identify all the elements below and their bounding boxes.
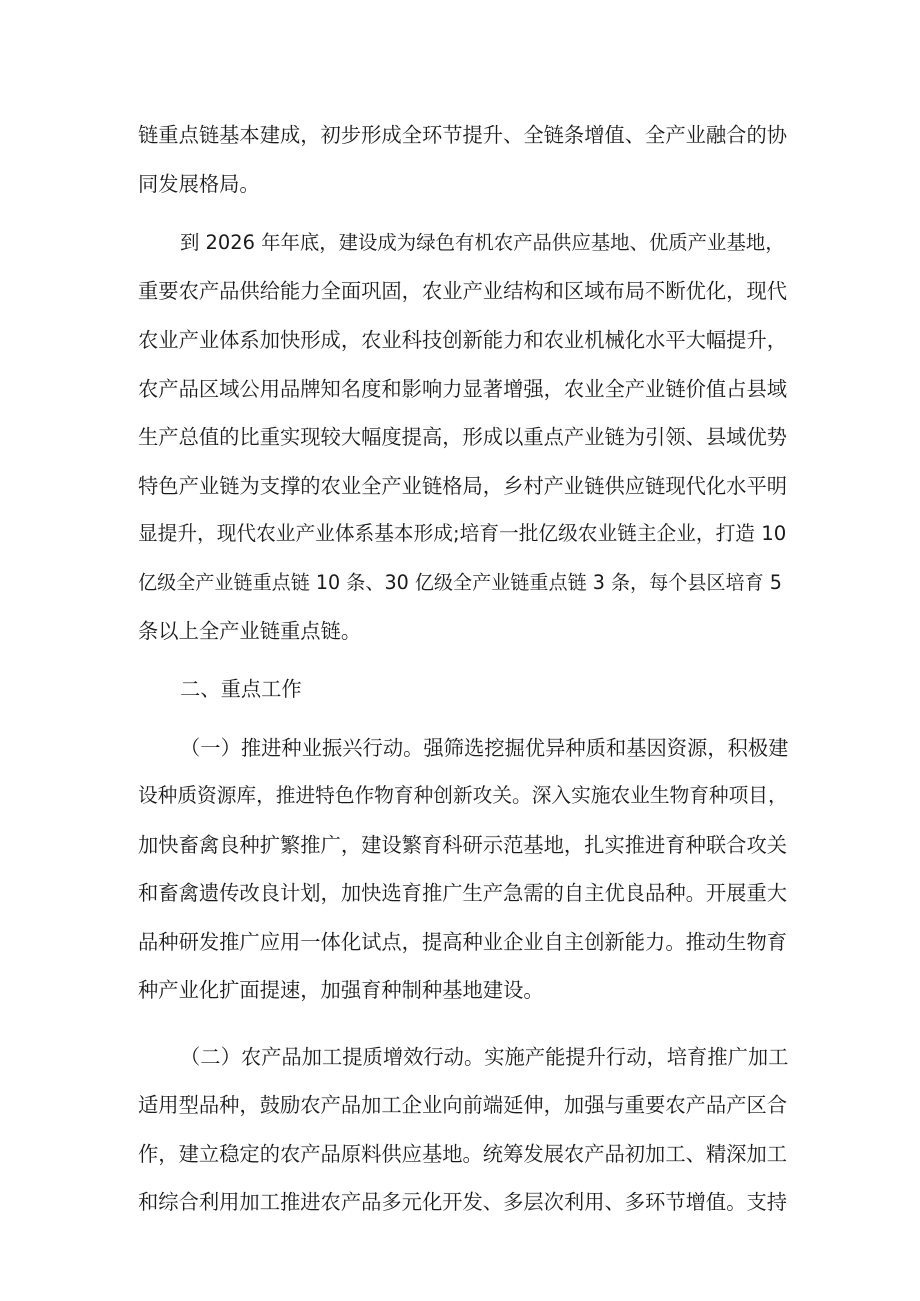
- body-text-line: 作，建立稳定的农产品原料供应基地。统筹发展农产品初加工、精深加工: [138, 1142, 788, 1166]
- body-text-line: 适用型品种，鼓励农产品加工企业向前端延伸，加强与重要农产品产区合: [138, 1093, 788, 1117]
- body-text-line: 亿级全产业链重点链 10 条、30 亿级全产业链重点链 3 条，每个县区培育 5: [138, 571, 782, 594]
- section-heading: 二、重点工作: [180, 677, 302, 701]
- body-text-line: 种产业化扩面提速，加强育种制种基地建设。: [138, 978, 544, 1002]
- body-text-line: （一）推进种业振兴行动。强筛选挖掘优异种质和基因资源，积极建: [180, 736, 789, 760]
- body-text-line: 设种质资源库，推进特色作物育种创新攻关。深入实施农业生物育种项目，: [138, 784, 788, 807]
- body-text-line: 和畜禽遗传改良计划，加快选育推广生产急需的自主优良品种。开展重大: [138, 881, 788, 905]
- body-text-line: 农产品区域公用品牌知名度和影响力显著增强，农业全产业链价值占县域: [138, 377, 788, 401]
- body-text-line: 和综合利用加工推进农产品多元化开发、多层次利用、多环节增值。支持: [138, 1190, 788, 1214]
- body-text-line: 加快畜禽良种扩繁推广，建设繁育科研示范基地，扎实推进育种联合攻关: [138, 833, 788, 857]
- body-text-line: 品种研发推广应用一体化试点，提高种业企业自主创新能力。推动生物育: [138, 930, 788, 954]
- body-text-line: 生产总值的比重实现较大幅度提高，形成以重点产业链为引领、县域优势: [138, 425, 788, 449]
- body-text-line: 重要农产品供给能力全面巩固，农业产业结构和区域布局不断优化，现代: [138, 279, 788, 303]
- body-text-line: 同发展格局。: [138, 172, 260, 196]
- body-text-line: （二）农产品加工提质增效行动。实施产能提升行动，培育推广加工: [180, 1045, 789, 1069]
- body-text-line: 特色产业链为支撑的农业全产业链格局，乡村产业链供应链现代化水平明: [138, 474, 788, 498]
- body-text-line: 条以上全产业链重点链。: [138, 619, 362, 643]
- body-text-line: 农业产业体系加快形成，农业科技创新能力和农业机械化水平大幅提升，: [138, 328, 788, 352]
- body-text-line: 链重点链基本建成，初步形成全环节提升、全链条增值、全产业融合的协: [138, 123, 788, 147]
- body-text-line: 显提升，现代农业产业体系基本形成;培育一批亿级农业链主企业，打造 10: [138, 522, 787, 545]
- body-text-line: 到 2026 年年底，建设成为绿色有机农产品供应基地、优质产业基地，: [180, 231, 785, 254]
